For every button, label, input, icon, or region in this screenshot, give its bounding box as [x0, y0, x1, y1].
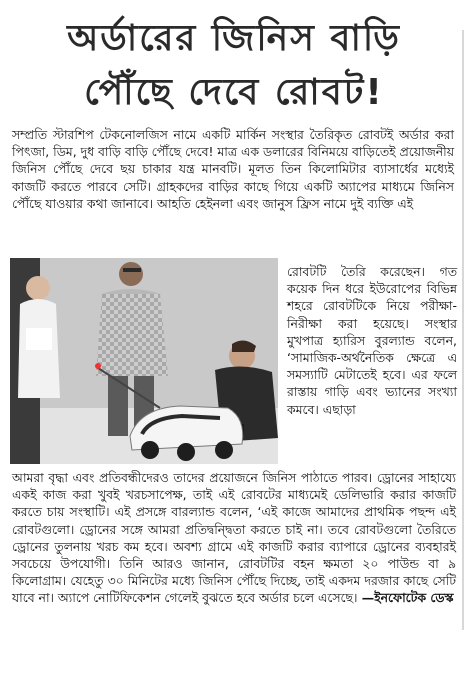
- byline: —ইনফোটেক ডেস্ক: [357, 590, 454, 606]
- article-paragraph-bottom-text: আমরা বৃদ্ধা এবং প্রতিবন্ধীদেরও তাদের প্রয়োজনে জিনিস পাঠাতে পারব। ড্রোনের সাহায্যে একই কাজ করা খুবই খরচসাপেক্ষ, তাই এই রোবটের মাধ্যমেই ডেলিভারি করার কাজটি করতে চায় সংস্থাটি। এই প্রসঙ্গে বারল্যান্ড বলেন, ‘এই কাজে আমাদের প্রাথমিক পছন্দ এই রোবটগুলো। ড্রোনের সঙ্গে আমরা প্রতিদ্বন্দ্বিতা করতে চাই না। তবে রোবটগুলো তৈরিতে ড্রোনের তুলনায় খরচ কম হবে। অবশ্য গ্রামে এই কাজটি করার ব্যাপারে ড্রোনের ব্যবহারই সবচেয়ে উপযোগী। তিনি আরও জানান, রোবটটির বহন ক্ষমতা ২০ পাউন্ড বা ৯ কিলোগ্রাম। যেহেতু ৩০ মিনিটের মধ্যে জিনিস পৌঁছে দিচ্ছে, তাই একদম দরজার কাছে সেটি যাবে না। অ্যাপে নোটিফিকেশন গেলেই বুঝতে হবে অর্ডার চলে এসেছে।: [12, 470, 456, 606]
- robot-demo-photo: [10, 258, 278, 464]
- article-photo: [10, 258, 278, 464]
- headline-line-1: অর্ডারের জিনিস বাড়ি: [67, 18, 401, 59]
- column-divider: [462, 30, 464, 630]
- article-paragraph-top: সম্প্রতি স্টারশিপ টেকনোলজিস নামে একটি মার্কিন সংস্থার তৈরিকৃত রোবটই অর্ডার করা পিৎজা, ডিম, দুধ বাড়ি বাড়ি পৌঁছে দেবে! মাত্র এক ডলারের বিনিময়ে বাড়িতেই প্রয়োজনীয় জিনিস পৌঁছে দেবে ছয় চাকার যন্ত্র মানবটি। মূলত তিন কিলোমিটার ব্যাসার্ধের মধ্যেই কাজটি করতে পারবে সেটি। গ্রাহকদের বাড়ির কাছে গিয়ে একটি অ্যাপের মাধ্যমে জিনিস পৌঁছে যাওয়ার কথা জানাবে। আহতি হেইনলা এবং জানুস ফ্রিস নামে দুই ব্যক্তি এই: [12, 127, 454, 211]
- article-paragraph-bottom: [12, 469, 456, 607]
- headline: [14, 12, 454, 120]
- article-paragraph-side: রোবটটি তৈরি করেছেন। গত কয়েক দিন ধরে ইউরোপের বিভিন্ন শহরে রোবটটিকে নিয়ে পরীক্ষা-নিরীক্ষা করা হয়েছে। সংস্থার মুখপাত্র হ্যারিস বুরল্যান্ড বলেন, ‘সামাজিক-অর্থনৈতিক ক্ষেত্রে এ সমস্যাটি মেটাতেই হবে। এর ফলে রাস্তায় গাড়ি এবং ভ্যানের সংখ্যা কমবে। এছাড়া: [287, 264, 457, 417]
- headline-line-2: পৌঁছে দেবে রোবট!: [84, 72, 384, 113]
